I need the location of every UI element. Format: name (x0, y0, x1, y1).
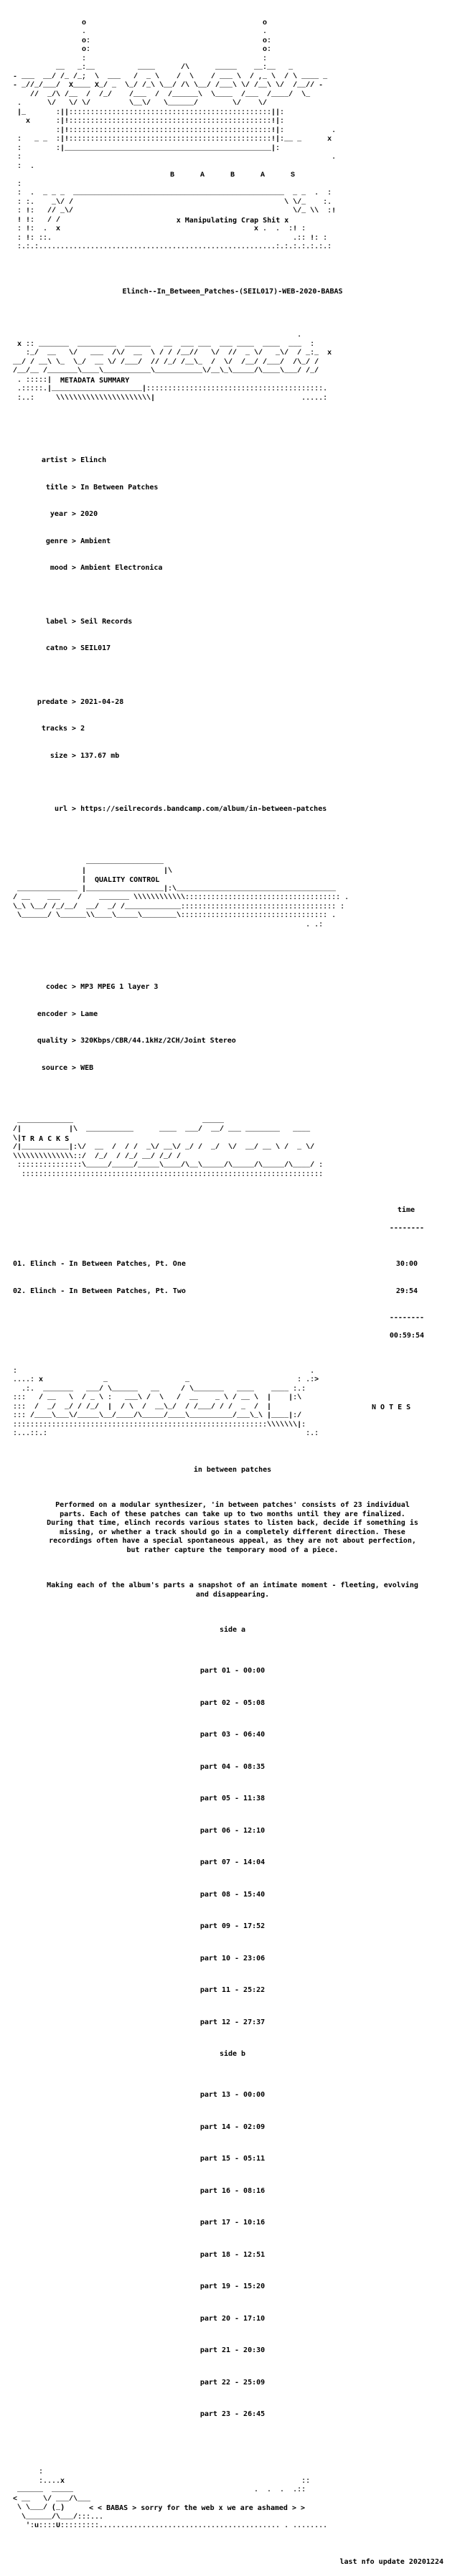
tracks-under-art: /|___________|:\/ __ / / / _\/ __\/ _/ / _/ \/ __/ __ \ / _ \/ \\\\\\\\\\\\\\::/ /_/ / /_/ __/ /_/ / (13, 1144, 315, 1161)
part-item: part 13 - 00:00 (199, 2091, 266, 2099)
title-value: In Between Patches (80, 483, 159, 492)
field-url: url > https://seilrecords.bandcamp.com/album/in-between-patches (54, 805, 327, 813)
footer-under-art: \______/\___/:::... ':u::::U:::::::::.......................................... . ........ (22, 2513, 328, 2530)
time-header: time (397, 1206, 415, 1214)
tracks-value: 2 (80, 725, 85, 733)
part-item: part 22 - 25:09 (199, 2378, 266, 2387)
field-artist: artist > Elinch (41, 456, 107, 464)
track-row (9, 1260, 456, 1269)
url-value[interactable]: https://seilrecords.bandcamp.com/album/in-between-patches (80, 805, 327, 813)
track-list (9, 1242, 456, 1305)
track-number: 01. (13, 1260, 27, 1268)
tracks-ascii-art: _____________ _____ /| |\ ___________ ____ ___/ __/ ___ ________ ____ \| (13, 1117, 311, 1143)
part-item: part 10 - 23:06 (199, 1954, 266, 1962)
year-value: 2020 (80, 510, 98, 518)
side-b-label: side b (219, 2050, 246, 2058)
field-title: title > In Between Patches (45, 483, 159, 492)
part-item: part 21 - 20:30 (199, 2346, 266, 2354)
notes-title: N O T E S (372, 1403, 411, 1411)
quality-ascii-art: __________________ | |\ | (82, 858, 173, 884)
track-title: Elinch - In Between Patches, Pt. Two (30, 1287, 186, 1295)
part-item: part 01 - 00:00 (199, 1667, 266, 1675)
header-ascii-art: o o . . o: o: o: o: : : __ _:__ ____ /\ _____ __:__ _ - ___ __/ /_ /_; \ ___ / _ \ / \ / ___ \ / ,_ \ / \ ____ _ - _//_/___/ X____ X_/ _ \_/ /_\ \__/ /\ \__/ /___\ \/ /__\ \/ /__// - // _/\ /__ / /_/ /___ / /______\ \____ /___ /____/ \_ . \/ \/ \/ \__\/ \______/ \/ \/ |_ :||:::::::::::::::::::::::::::::::::::::::::::::::||: x :|!:::::::::::::::::::::::::::::::::::::::::::::::!|: :|!:::::::::::::::::::::::::::::::::::::::::::::::!|: . : _ _ :|!:::::::::::::::::::::::::::::::::::::::::::::::!|:__ _ x : :|________________________________________________|: : . : . (13, 19, 337, 171)
metadata-title: METADATA SUMMARY (60, 376, 130, 385)
part-item: part 12 - 27:37 (199, 2018, 266, 2026)
part-item: part 03 - 06:40 (199, 1731, 266, 1739)
part-item: part 07 - 14:04 (199, 1858, 266, 1866)
codec-value: MP3 MPEG 1 layer 3 (80, 983, 159, 991)
part-item: part 04 - 08:35 (199, 1762, 266, 1771)
part-item: part 15 - 05:11 (199, 2155, 266, 2163)
part-item: part 02 - 05:08 (199, 1698, 266, 1707)
catno-value: SEIL017 (80, 644, 111, 652)
part-item: part 14 - 02:09 (199, 2123, 266, 2131)
notes-under-art: ::: /____\___\/_____\__/____/\_____/____\__________/___\_\ |____|:/ :::::::::::::::::::::::::::::::::::::::::::::::::::::::::::\\\\\\\|: :...::.: :.: (13, 1412, 319, 1438)
track-title: Elinch - In Between Patches, Pt. One (30, 1260, 186, 1268)
notes-paragraph-1: Performed on a modular synthesizer, 'in between patches' consists of 23 individual parts. Each of these patches can take up to two months until they are finalized. During that time, elinch records various states to listen back, decide if something is missing, or whether a track should go in a completely different direction. These recordings often have a special spontaneous appeal, as they are not about perfection, but rather capture the temporary mood of a piece. (47, 1501, 418, 1554)
track-time: 29:54 (395, 1287, 418, 1295)
notes-heading: in between patches (193, 1465, 272, 1474)
part-item: part 19 - 15:20 (199, 2283, 266, 2290)
artist-value: Elinch (80, 456, 107, 464)
notes-paragraph-2: Making each of the album's parts a snapshot of an intimate moment - fleeting, evolving and disappearing. (47, 1581, 418, 1599)
metadata-ascii-art: . x :: _______ _________ ______ __ ___ ___ ___ ____ ____ ___ : :_/ __ \/ ___ /\/ __ \ / / /__// \/ // _ \/ _\/ / _:_ x __/ / __\ \_ \_/ __ \/ /___/ // /_/ /__\_ / \/ /__/ /___/ /\_/ / /__/__ /_______\____\___________\___________\/__\_\_____/\____\___/ /_/ . :::::| (13, 332, 332, 385)
track-time: 30:00 (395, 1260, 418, 1268)
quality-title: QUALITY CONTROL (95, 876, 160, 884)
header-bottom-art: : !: . x x . . :! : : !: ::. .:: !: : :.:.:.......................................................:.:.:.:.:.:.: (17, 225, 332, 251)
part-item: part 18 - 12:51 (199, 2250, 266, 2259)
release-name: Elinch--In_Between_Patches-(SEIL017)-WEB-2020-BABAS (122, 287, 343, 296)
footer-message: < < BABAS > sorry for the web x we are ashamed > > (89, 2504, 306, 2512)
mood-value: Ambient Electronica (80, 564, 163, 572)
genre-value: Ambient (80, 537, 111, 545)
track-row (9, 1287, 456, 1297)
field-catno: catno > SEIL017 (45, 644, 111, 652)
total-rule: -------- (389, 1314, 424, 1322)
part-item: part 20 - 17:10 (199, 2314, 266, 2323)
encoder-value: Lame (80, 1010, 98, 1018)
field-label: label > Seil Records (45, 617, 133, 626)
time-rule: -------- (389, 1224, 424, 1232)
field-encoder: encoder > Lame (37, 1010, 98, 1018)
side-b-list (9, 2073, 456, 2433)
field-predate: predate > 2021-04-28 (37, 697, 124, 706)
quality-under-art: ______________ |__________________|:\_____________________________________ / __ ___ / _______ \\\\\\\\\\\\:::::::::::::::::::::::::::::::::::: . \_\ \__/ /_/__/ __/ _/ /_____________:::::::::::::::::::::::::::::::::::: : \______/ \______\\____\_____\________\:::::::::::::::::::::::::::::::::: . . .: (13, 885, 349, 929)
part-item: part 06 - 12:10 (199, 1826, 266, 1835)
field-mood: mood > Ambient Electronica (50, 564, 163, 572)
field-tracks: tracks > 2 (41, 725, 85, 733)
side-a-list (9, 1649, 456, 2041)
field-genre: genre > Ambient (45, 537, 111, 545)
field-source: source > WEB (41, 1063, 94, 1072)
field-codec: codec > MP3 MPEG 1 layer 3 (45, 983, 159, 991)
source-value: WEB (80, 1063, 94, 1072)
part-item: part 23 - 26:45 (199, 2410, 266, 2418)
tracks-title: T R A C K S (22, 1134, 70, 1143)
label-value: Seil Records (80, 617, 133, 626)
last-update: last nfo update 20201224 (339, 2557, 443, 2566)
side-a-label: side a (219, 1626, 246, 1634)
field-size: size > 137.67 mb (50, 751, 120, 760)
part-item: part 05 - 11:38 (199, 1795, 266, 1802)
field-quality: quality > 320Kbps/CBR/44.1kHz/2CH/Joint Stereo (37, 1037, 236, 1045)
part-item: part 17 - 10:16 (199, 2219, 266, 2227)
header-frame-art: : : . _ _ _ _________________________________________________ _ _ . : : :. _\/ / \ \/_ :. : !: // _\/ \/_ \\ :! ! !: / / (17, 180, 337, 225)
metadata-under-art: .:::::.|_____________________|:::::::::::::::::::::::::::::::::::::::::. :..: \\\\\\\\\\\\\\\\\\\\\\| .....: (17, 385, 328, 403)
total-time: 00:59:54 (389, 1332, 424, 1340)
predate-value: 2021-04-28 (80, 697, 124, 706)
quality-value: 320Kbps/CBR/44.1kHz/2CH/Joint Stereo (80, 1037, 236, 1045)
tracks-under-art-2: :::::::::::::::\_____/_____/_____\____/\__\_____/\_____/\_____/\____/ : :::::::::::::::::::::::::::::::::::::::::::::::::::::::::::::::::::::: (17, 1162, 324, 1179)
tagline: x Manipulating Crap Shit x (176, 216, 289, 225)
nfo-document (9, 10, 456, 2576)
notes-ascii-art: : . ....: x _ _ : .:> .:. _______ ___/ \______ __ / \_______ ____ ____ :.: ::: / __ \ / _ \ : ___\ / \ / __ _ \ / __ \ | |:\ ::: / _/ _/ / /_/ | / \ / __\_/ / /___/ / / _ / | (13, 1367, 319, 1411)
field-year: year > 2020 (50, 510, 98, 518)
part-item: part 08 - 15:40 (199, 1890, 266, 1899)
track-number: 02. (13, 1287, 27, 1295)
part-item: part 09 - 17:52 (199, 1922, 266, 1930)
part-item: part 16 - 08:16 (199, 2186, 266, 2195)
metadata-fields (9, 438, 456, 823)
quality-fields (9, 965, 456, 1082)
footer-ascii-art: : :....x :: ______ _____ . . . .:: < __ \/ ___/\___ \ \___/ (_) (13, 2468, 311, 2512)
part-item: part 11 - 25:22 (199, 1986, 266, 1994)
size-value: 137.67 mb (80, 751, 120, 760)
banner-letters: B A B A S (169, 171, 296, 179)
